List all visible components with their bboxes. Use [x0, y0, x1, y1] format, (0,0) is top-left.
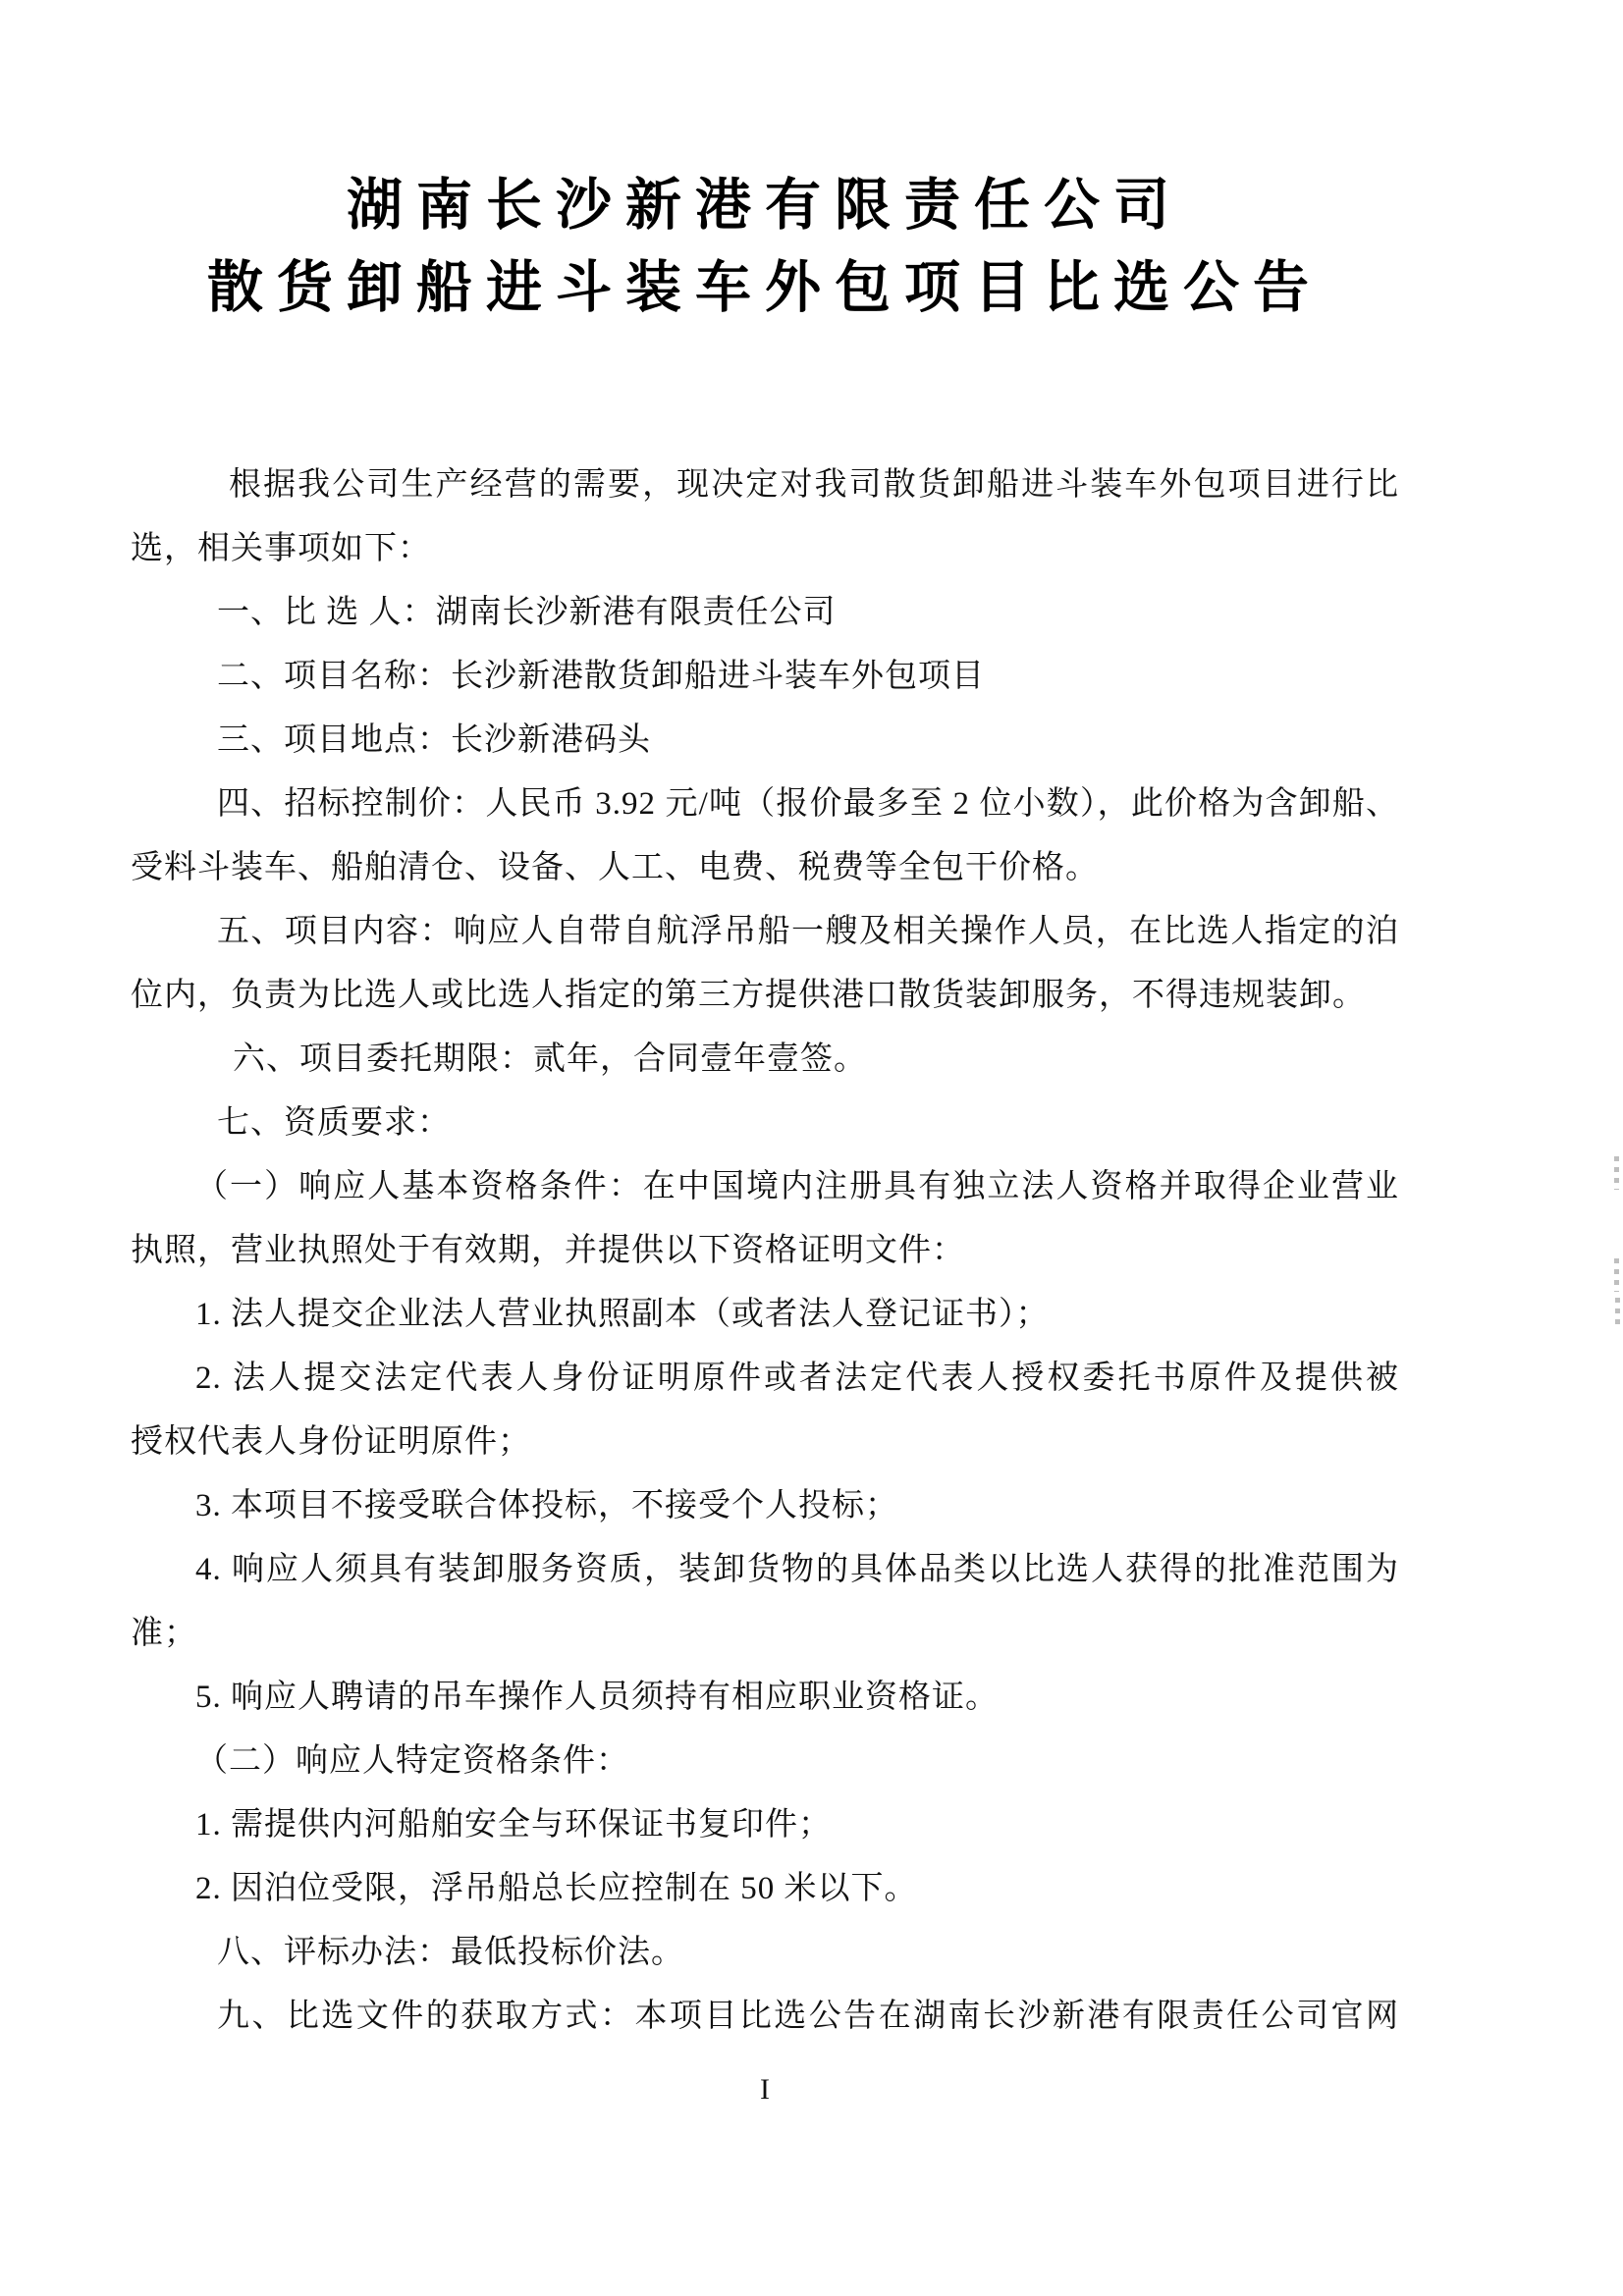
section-1-basic-conditions-line-2: 执照，营业执照处于有效期，并提供以下资格证明文件：	[131, 1233, 965, 1268]
basic-condition-1: 1. 法人提交企业法人营业执照副本（或者法人登记证书）；	[195, 1297, 1050, 1332]
basic-condition-2-line-2: 授权代表人身份证明原件；	[131, 1424, 531, 1460]
title-line-2: 散货卸船进斗装车外包项目比选公告	[207, 257, 1323, 319]
scan-artifact	[1615, 1298, 1620, 1329]
section-2-specific-conditions: （二）响应人特定资格条件：	[195, 1743, 629, 1779]
section-1-basic-conditions-line-1: （一）响应人基本资格条件：在中国境内注册具有独立法人资格并取得企业营业	[195, 1169, 1399, 1204]
document-body	[131, 454, 1399, 2049]
item-5-project-content-line-1: 五、项目内容：响应人自带自航浮吊船一艘及相关操作人员，在比选人指定的泊	[217, 914, 1399, 949]
intro-line-2: 选，相关事项如下：	[131, 531, 431, 566]
item-2-project-name: 二、项目名称：长沙新港散货卸船进斗装车外包项目	[217, 659, 985, 694]
item-8-evaluation-method: 八、评标办法：最低投标价法。	[217, 1935, 684, 1970]
document-title	[131, 165, 1399, 330]
page-number: I	[760, 2073, 770, 2106]
item-3-project-location: 三、项目地点：长沙新港码头	[217, 722, 651, 758]
specific-condition-2: 2. 因泊位受限，浮吊船总长应控制在 50 米以下。	[195, 1871, 918, 1906]
basic-condition-4-line-1: 4. 响应人须具有装卸服务资质，装卸货物的具体品类以比选人获得的批准范围为	[195, 1552, 1399, 1587]
item-6-entrustment-period: 六、项目委托期限：贰年，合同壹年壹签。	[233, 1041, 867, 1077]
item-1-bid-inviter: 一、比 选 人：湖南长沙新港有限责任公司	[217, 595, 837, 630]
basic-condition-2-line-1: 2. 法人提交法定代表人身份证明原件或者法定代表人授权委托书原件及提供被	[195, 1361, 1399, 1396]
item-7-qualification-heading: 七、资质要求：	[217, 1105, 451, 1141]
item-5-project-content-line-2: 位内，负责为比选人或比选人指定的第三方提供港口散货装卸服务，不得违规装卸。	[131, 978, 1366, 1013]
item-4-control-price-line-1: 四、招标控制价：人民币 3.92 元/吨（报价最多至 2 位小数），此价格为含卸船、	[217, 786, 1399, 822]
item-4-control-price-line-2: 受料斗装车、船舶清仓、设备、人工、电费、税费等全包干价格。	[131, 850, 1099, 885]
basic-condition-4-line-2: 准；	[131, 1616, 197, 1651]
item-9-document-acquisition: 九、比选文件的获取方式：本项目比选公告在湖南长沙新港有限责任公司官网	[217, 1999, 1399, 2034]
intro-line-1: 根据我公司生产经营的需要，现决定对我司散货卸船进斗装车外包项目进行比	[229, 467, 1399, 503]
basic-condition-5: 5. 响应人聘请的吊车操作人员须持有相应职业资格证。	[195, 1680, 999, 1715]
basic-condition-3: 3. 本项目不接受联合体投标，不接受个人投标；	[195, 1488, 898, 1523]
specific-condition-1: 1. 需提供内河船舶安全与环保证书复印件；	[195, 1807, 832, 1842]
title-line-1: 湖南长沙新港有限责任公司	[347, 175, 1183, 237]
scan-artifact	[1614, 1258, 1619, 1292]
scan-artifact	[1614, 1156, 1619, 1190]
